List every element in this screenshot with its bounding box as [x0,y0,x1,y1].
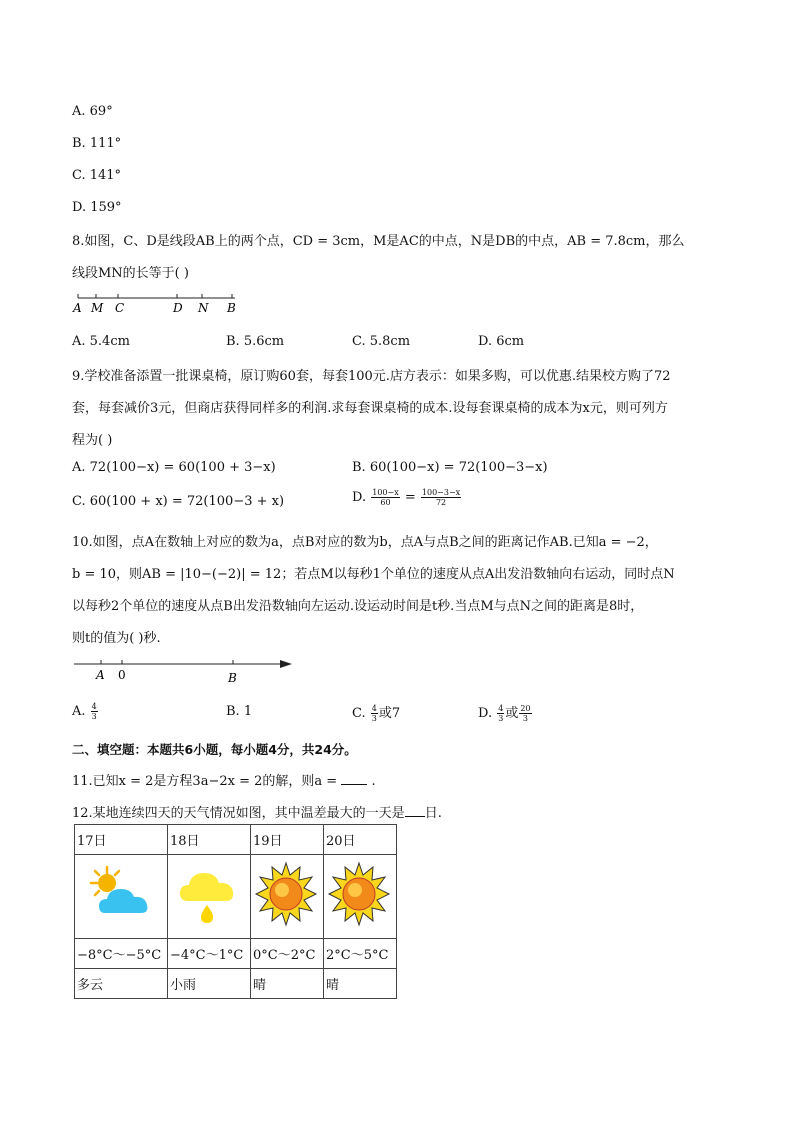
condition-cell: 多云 [75,969,168,999]
icon-cell [324,855,397,939]
fraction: $\frac{100-x}{60}$ [372,488,399,507]
partly-cloudy-icon [77,859,161,931]
weather-table [74,824,397,999]
sunny-icon [253,859,319,931]
label-d: D [173,301,183,315]
fraction: $\frac{4}{3}$ [498,704,504,723]
icon-cell [168,855,251,939]
answer-blank[interactable] [405,804,425,817]
label-c: C [115,301,125,315]
q8-segment-figure [70,288,250,316]
fraction: $\frac{20}{3}$ [520,704,531,723]
day-cell: 18日 [168,825,251,855]
q10-stem-line4: 则t的值为( )秒. [72,631,161,646]
label-m: M [91,301,104,315]
q7-option-d: D. 159° [72,200,122,215]
q8-option-c: C. 5.8cm [352,334,411,349]
fraction: $\frac{100-3-x}{72}$ [421,488,461,507]
fraction: $\frac{4}{3}$ [91,702,97,721]
icon-cell [251,855,324,939]
label-b: B [227,301,236,315]
option-prefix: A. [72,704,86,719]
section-heading: 二、填空题：本题共6小题，每小题4分，共24分。 [72,742,357,757]
q9-stem-line1: 9.学校准备添置一批课桌椅，原订购60套，每套100元.店方表示：如果多购，可以优惠.结果校方购了72 [72,369,671,384]
q10-option-d [478,702,533,723]
q8-stem-line1: 8.如图，C、D是线段AB上的两个点，CD = 3cm，M是AC的中点，N是DB的中点，AB = 7.8cm，那么 [72,234,685,249]
light-rain-icon [170,859,246,931]
q12-text: 12.某地连续四天的天气情况如图，其中温差最大的一天是 [72,806,405,821]
option-prefix: D. [478,706,493,721]
label-zero: 0 [118,668,126,682]
q12-text-end: 日. [424,806,442,821]
q11-text-end: . [371,774,376,789]
q11-stem [72,770,376,789]
q9-option-d-prefix: D. [352,490,367,505]
label-n: N [198,301,209,315]
temp-cell: 2°C～5°C [324,939,397,969]
q7-option-c: C. 141° [72,168,122,183]
q7-option-b: B. 111° [72,136,122,151]
q10-stem-line1: 10.如图，点A在数轴上对应的数为a，点B对应的数为b，点A与点B之间的距离记作AB.已知a = −2， [72,535,658,550]
sunny-icon [326,859,392,931]
q10-option-b: B. 1 [226,704,253,719]
q9-option-a: A. 72(100−x) = 60(100 + 3−x) [72,460,276,475]
temp-cell: −8°C～−5°C [75,939,168,969]
q11-text: 11.已知x = 2是方程3a−2x = 2的解，则a = [72,774,338,789]
option-prefix: C. [352,706,366,721]
temp-cell: 0°C～2°C [251,939,324,969]
answer-blank[interactable] [341,772,367,785]
condition-cell: 晴 [324,969,397,999]
q8-option-a: A. 5.4cm [72,334,130,349]
q8-option-d: D. 6cm [478,334,525,349]
arrow-right-icon [280,660,292,668]
option-suffix: 或7 [378,706,401,721]
q10-stem-line3: 以每秒2个单位的速度从点B出发沿数轴向左运动.设运动时间是t秒.当点M与点N之间的距离是8时， [72,599,644,614]
day-cell: 20日 [324,825,397,855]
condition-cell: 小雨 [168,969,251,999]
q7-option-a: A. 69° [72,104,113,119]
q9-option-d [352,488,462,507]
day-cell: 19日 [251,825,324,855]
q12-stem [72,802,442,821]
label-b: B [228,671,237,685]
q8-stem-line2: 线段MN的长等于( ) [72,266,189,281]
label-a: A [96,668,105,682]
q10-option-c [352,702,400,723]
q9-stem-line3: 程为( ) [72,433,113,448]
q9-option-b: B. 60(100−x) = 72(100−3−x) [352,460,548,475]
temp-cell: −4°C～1°C [168,939,251,969]
q10-option-a [72,702,99,721]
label-a: A [73,301,82,315]
condition-cell: 晴 [251,969,324,999]
q10-stem-line2: b = 10，则AB = |10−(−2)| = 12；若点M以每秒1个单位的速度从点A出发沿数轴向右运动，同时点N [72,567,675,582]
fraction: $\frac{4}{3}$ [371,704,377,723]
or-text: 或 [505,706,519,721]
q8-option-b: B. 5.6cm [226,334,285,349]
q9-option-c: C. 60(100 + x) = 72(100−3 + x) [72,494,285,509]
q10-number-line-figure [72,655,302,687]
icon-cell [75,855,168,939]
equals-sign: = [404,490,416,505]
day-cell: 17日 [75,825,168,855]
q9-stem-line2: 套，每套减价3元，但商店获得同样多的利润.求每套课桌椅的成本.设每套课桌椅的成本为x元，则可列方 [72,401,668,416]
